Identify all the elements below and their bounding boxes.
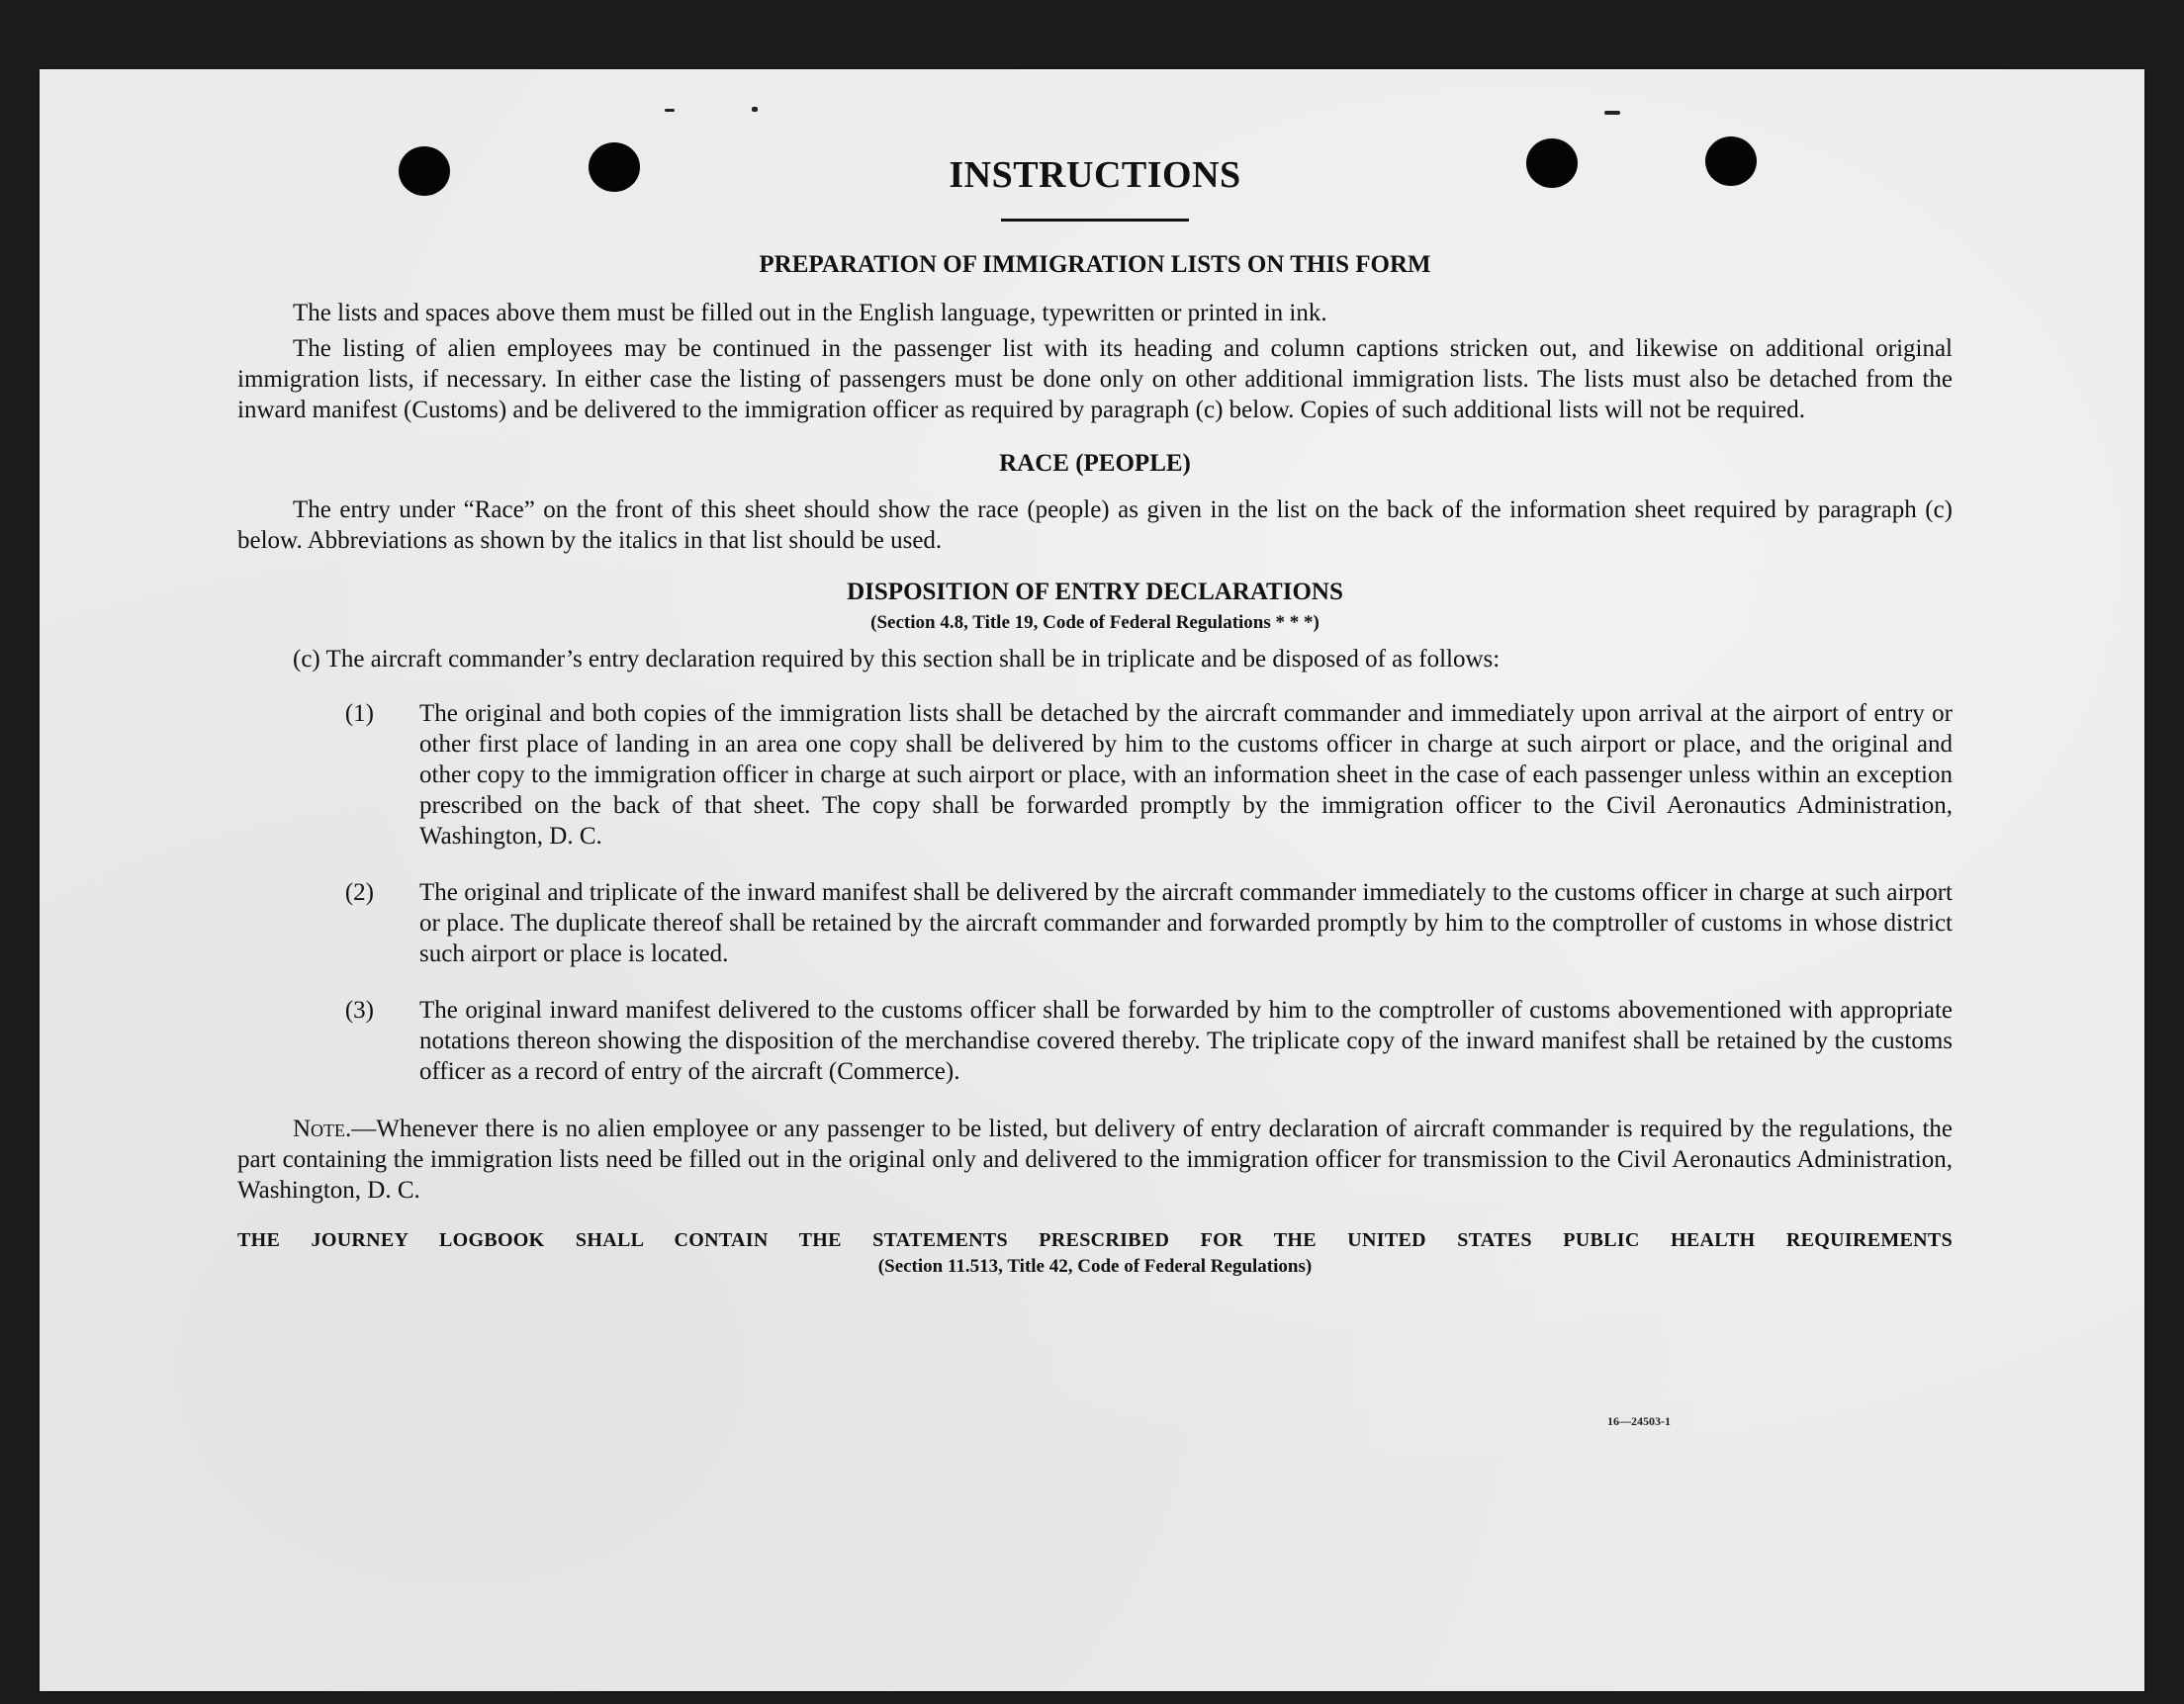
document-page (40, 69, 2144, 1691)
item-text: The original inward manifest delivered to the customs officer shall be forwarded by him to the comptroller of customs abovementioned with appropriate notations thereon showing the disposition of the merchandise covered thereby. The triplicate copy of the inward manifest shall be retained by the customs officer as a record of entry of the aircraft (Commerce). (419, 997, 1953, 1085)
item-text: The original and both copies of the immigration lists shall be detached by the aircraft commander and immediately upon arrival at the airport of entry or other first place of landing in an area one copy shall be delivered by him to the customs officer in charge at such airport or place, and the original and other copy to the immigration officer in charge at such airport or place, with an information sheet in the case of each passenger unless within an exception prescribed on the back of that sheet. The copy shall be forwarded promptly by the immigration officer to the Civil Aeronautics Administration, Washington, D. C. (419, 700, 1953, 850)
disposition-item-2 (237, 877, 1953, 969)
disposition-intro: (c) The aircraft commander’s entry declaration required by this section shall be in triplicate and be disposed of as follows: (293, 646, 1501, 673)
ink-speck (1604, 111, 1620, 115)
document-title: INSTRUCTIONS (949, 154, 1241, 196)
title-underline (1001, 219, 1189, 222)
disposition-heading: DISPOSITION OF ENTRY DECLARATIONS (847, 579, 1343, 605)
item-number: (3) (344, 997, 374, 1024)
note-paragraph (237, 1114, 1953, 1206)
item-number: (1) (344, 700, 374, 727)
preparation-paragraph-2: The listing of alien employees may be continued in the passenger list with its heading and column captions stricken out, and likewise on additional original immigration lists, if necessary. In either case the listing of passengers must be done only on other additional immigration lists. The lists must also be detached from the inward manifest (Customs) and be delivered to the immigration officer as required by paragraph (c) below. Copies of such additional lists will not be required. (237, 335, 1953, 423)
race-paragraph: The entry under “Race” on the front of this sheet should show the race (people) as given in the list on the back of the information sheet required by paragraph (c) below. Abbreviations as shown by the italics in that list should be used. (237, 496, 1953, 554)
preparation-heading: PREPARATION OF IMMIGRATION LISTS ON THIS FORM (759, 251, 1431, 278)
disposition-item-3 (237, 995, 1953, 1087)
ink-speck (665, 109, 675, 112)
note-label: Note. (293, 1116, 352, 1142)
note-text: —Whenever there is no alien employee or any passenger to be listed, but delivery of entry declaration of aircraft commander is required by the regulations, the part containing the immigration lists need be filled out in the original only and delivered to the immigration officer for transmission to the Civil Aeronautics Administration, Washington, D. C. (237, 1116, 1953, 1204)
health-requirements-citation: (Section 11.513, Title 42, Code of Federal Regulations) (877, 1256, 1313, 1277)
item-text: The original and triplicate of the inward manifest shall be delivered by the aircraft commander immediately to the customs officer in charge at such airport or place. The duplicate thereof shall be retained by the aircraft commander and forwarded promptly by him to the comptroller of customs in whose district such airport or place is located. (419, 879, 1953, 967)
form-number: 16—24503-1 (1607, 1414, 1671, 1428)
preparation-paragraph-1: The lists and spaces above them must be filled out in the English language, typewritten or printed in ink. (293, 300, 1327, 326)
disposition-item-1 (237, 698, 1953, 852)
health-requirements-statement: THE JOURNEY LOGBOOK SHALL CONTAIN THE STATEMENTS PRESCRIBED FOR THE UNITED STATES PUBLIC HEALTH REQUIREMENTS (237, 1229, 1953, 1251)
item-number: (2) (344, 879, 374, 906)
ink-speck (752, 107, 758, 112)
race-heading: RACE (PEOPLE) (999, 450, 1191, 477)
disposition-citation: (Section 4.8, Title 19, Code of Federal Regulations * * *) (870, 612, 1320, 633)
instructions-content (237, 153, 1953, 1278)
